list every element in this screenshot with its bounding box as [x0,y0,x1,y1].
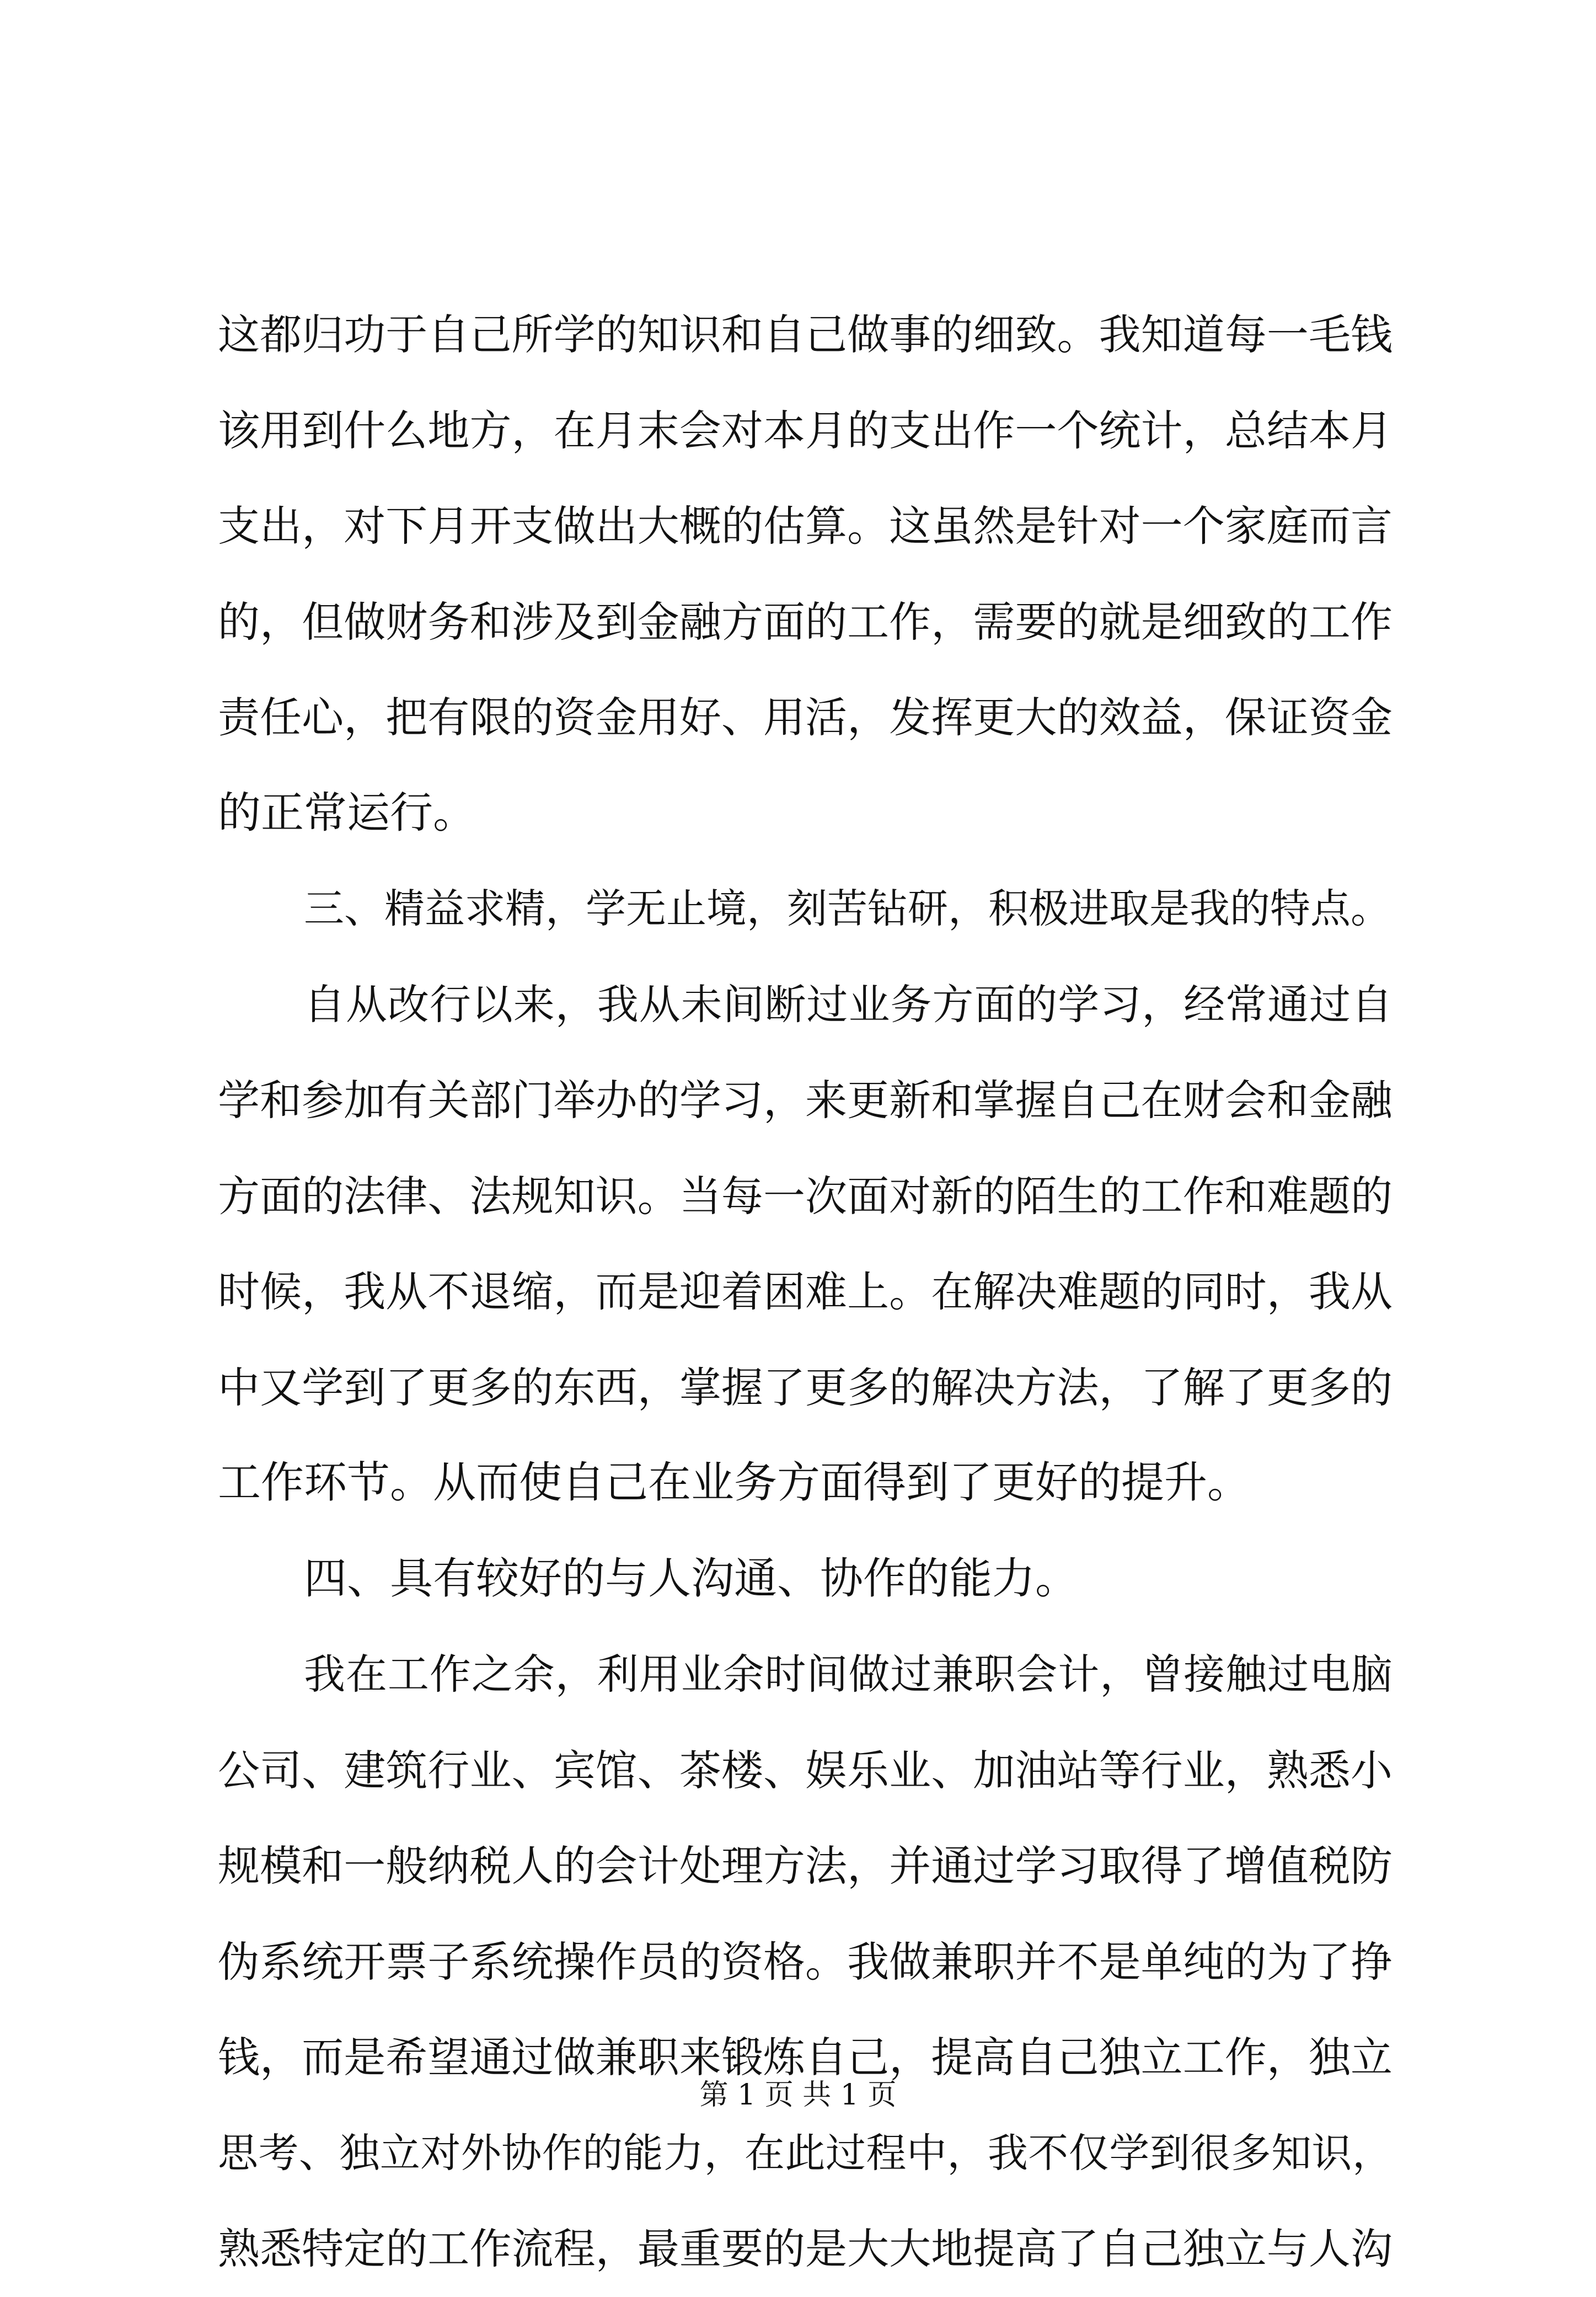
body-text [218,287,1393,2297]
text-line: 四、具有较好的与人沟通、协作的能力。 [304,1553,1079,1604]
text-line: 钱，而是希望通过做兼职来锻炼自己，提高自己独立工作，独立 [218,2033,1393,2082]
text-line: 我在工作之余，利用业余时间做过兼职会计，曾接触过电脑 [304,1650,1393,1698]
text-line: 伪系统开票子系统操作员的资格。我做兼职并不是单纯的为了挣 [218,1937,1393,1986]
text-line: 的正常运行。 [218,788,476,838]
text-line: 支出，对下月开支做出大概的估算。这虽然是针对一个家庭而言 [218,501,1393,551]
text-line: 自从改行以来，我从未间断过业务方面的学习，经常通过自 [304,980,1393,1029]
text-line: 三、精益求精，学无止境，刻苦钻研，积极进取是我的特点。 [304,885,1391,932]
text-line: 该用到什么地方，在月末会对本月的支出作一个统计，总结本月 [218,405,1393,455]
text-line: 时候，我从不退缩，而是迎着困难上。在解决难题的同时，我从 [218,1267,1393,1316]
text-line: 工作环节。从而使自己在业务方面得到了更好的提升。 [218,1458,1251,1508]
text-line: 责任心，把有限的资金用好、用活，发挥更大的效益，保证资金 [218,693,1393,742]
text-line: 学和参加有关部门举办的学习，来更新和掌握自己在财会和金融 [218,1076,1393,1125]
page-footer: 第 1 页 共 1 页 [699,2079,897,2112]
text-line: 的，但做财务和涉及到金融方面的工作，需要的就是细致的工作 [218,597,1393,647]
text-line: 中又学到了更多的东西，掌握了更多的解决方法，了解了更多的 [218,1363,1393,1412]
text-line: 公司、建筑行业、宾馆、茶楼、娱乐业、加油站等行业，熟悉小 [218,1745,1393,1795]
text-line: 规模和一般纳税人的会计处理方法，并通过学习取得了增值税防 [218,1841,1393,1890]
text-line: 熟悉特定的工作流程，最重要的是大大地提高了自己独立与人沟 [218,2224,1393,2273]
text-line: 这都归功于自己所学的知识和自己做事的细致。我知道每一毛钱 [218,310,1393,359]
text-line: 思考、独立对外协作的能力，在此过程中，我不仅学到很多知识， [218,2129,1393,2177]
text-line: 方面的法律、法规知识。当每一次面对新的陌生的工作和难题的 [218,1171,1393,1221]
